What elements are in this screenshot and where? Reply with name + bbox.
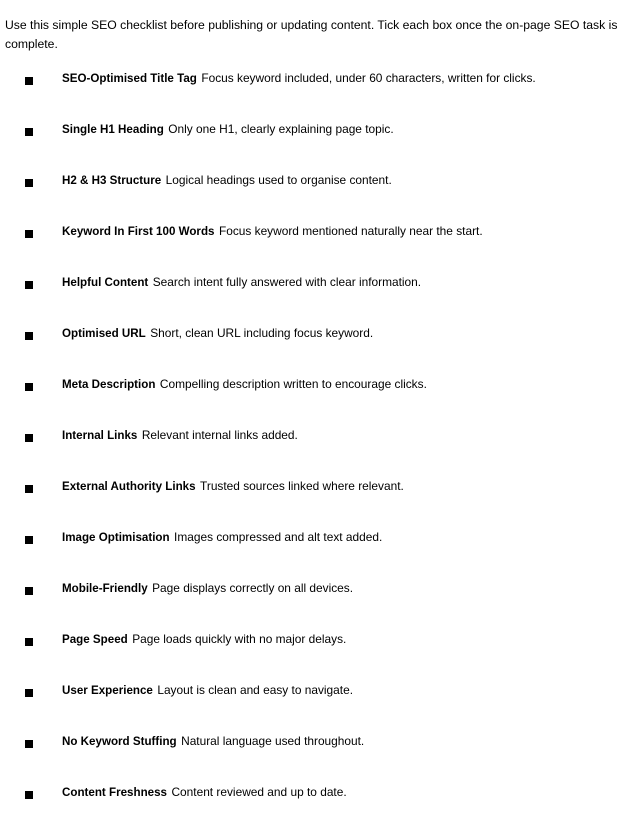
checklist-item-7[interactable] — [0, 375, 644, 426]
checklist-item-description: Logical headings used to organise content. — [165, 173, 392, 187]
checklist-item-body — [62, 579, 632, 597]
checkbox-square-icon[interactable] — [25, 485, 33, 493]
checklist-item-5[interactable] — [0, 273, 644, 324]
checklist-item-title: Page Speed — [62, 633, 128, 646]
checklist-item-description: Short, clean URL including focus keyword. — [150, 326, 374, 340]
checklist-item-body — [62, 171, 632, 189]
checklist-item-description: Search intent fully answered with clear information. — [152, 275, 422, 289]
checklist-item-9[interactable] — [0, 477, 644, 528]
checkbox-square-icon[interactable] — [25, 128, 33, 136]
checkbox-square-icon[interactable] — [25, 689, 33, 697]
checklist-item-10[interactable] — [0, 528, 644, 579]
checklist-item-15[interactable] — [0, 783, 644, 834]
checklist-item-title: Single H1 Heading — [62, 123, 164, 136]
checkbox-square-icon[interactable] — [25, 179, 33, 187]
checklist-item-12[interactable] — [0, 630, 644, 681]
checklist-item-11[interactable] — [0, 579, 644, 630]
intro-paragraph: Use this simple SEO checklist before publishing or updating content. Tick each box once the on-page SEO task is complete. — [5, 18, 618, 52]
checklist-item-description: Images compressed and alt text added. — [174, 530, 383, 544]
checklist-item-4[interactable] — [0, 222, 644, 273]
checklist-item-title: Content Freshness — [62, 786, 168, 799]
checklist-item-title: Meta Description — [62, 378, 156, 391]
checklist-item-body — [62, 375, 632, 393]
checklist-item-14[interactable] — [0, 732, 644, 783]
checklist-item-title: Internal Links — [62, 429, 138, 442]
checkbox-square-icon[interactable] — [25, 740, 33, 748]
checklist-item-title: Helpful Content — [62, 276, 149, 289]
seo-checklist-list — [0, 69, 644, 834]
checklist-item-title: Mobile-Friendly — [62, 582, 148, 595]
checklist-item-title: Optimised URL — [62, 327, 146, 340]
checkbox-square-icon[interactable] — [25, 791, 33, 799]
checkbox-square-icon[interactable] — [25, 281, 33, 289]
checklist-item-description: Content reviewed and up to date. — [171, 785, 347, 799]
checklist-item-description: Relevant internal links added. — [141, 428, 298, 442]
checklist-item-title: No Keyword Stuffing — [62, 735, 177, 748]
checklist-item-6[interactable] — [0, 324, 644, 375]
checklist-item-title: External Authority Links — [62, 480, 196, 493]
checklist-item-title: SEO-Optimised Title Tag — [62, 72, 197, 85]
checklist-item-body — [62, 783, 632, 801]
checklist-item-3[interactable] — [0, 171, 644, 222]
checklist-item-title: H2 & H3 Structure — [62, 174, 162, 187]
checklist-item-description: Layout is clean and easy to navigate. — [157, 683, 353, 697]
checklist-item-description: Page loads quickly with no major delays. — [132, 632, 347, 646]
checklist-item-description: Focus keyword included, under 60 characters, written for clicks. — [201, 71, 536, 85]
checklist-item-body — [62, 273, 632, 291]
checklist-item-body — [62, 732, 632, 750]
checkbox-square-icon[interactable] — [25, 332, 33, 340]
checklist-item-13[interactable] — [0, 681, 644, 732]
checkbox-square-icon[interactable] — [25, 383, 33, 391]
checklist-item-title: Image Optimisation — [62, 531, 170, 544]
checklist-item-body — [62, 477, 632, 495]
checkbox-square-icon[interactable] — [25, 434, 33, 442]
checklist-item-title: Keyword In First 100 Words — [62, 225, 215, 238]
checkbox-square-icon[interactable] — [25, 587, 33, 595]
checklist-item-body — [62, 222, 632, 240]
checklist-item-body — [62, 681, 632, 699]
checkbox-square-icon[interactable] — [25, 638, 33, 646]
checklist-item-body — [62, 426, 632, 444]
checkbox-square-icon[interactable] — [25, 77, 33, 85]
checklist-item-description: Only one H1, clearly explaining page topic. — [168, 122, 394, 136]
checklist-item-description: Focus keyword mentioned naturally near the start. — [218, 224, 483, 238]
checklist-item-body — [62, 630, 632, 648]
checklist-item-8[interactable] — [0, 426, 644, 477]
checklist-item-body — [62, 324, 632, 342]
checklist-item-description: Page displays correctly on all devices. — [152, 581, 354, 595]
checklist-item-1[interactable] — [0, 69, 644, 120]
checkbox-square-icon[interactable] — [25, 536, 33, 544]
checklist-item-body — [62, 528, 632, 546]
checklist-item-title: User Experience — [62, 684, 153, 697]
checklist-item-description: Natural language used throughout. — [181, 734, 365, 748]
checklist-item-body — [62, 120, 632, 138]
checklist-item-body — [62, 69, 632, 87]
checklist-item-description: Compelling description written to encourage clicks. — [159, 377, 427, 391]
checkbox-square-icon[interactable] — [25, 230, 33, 238]
checklist-item-description: Trusted sources linked where relevant. — [200, 479, 404, 493]
checklist-item-2[interactable] — [0, 120, 644, 171]
